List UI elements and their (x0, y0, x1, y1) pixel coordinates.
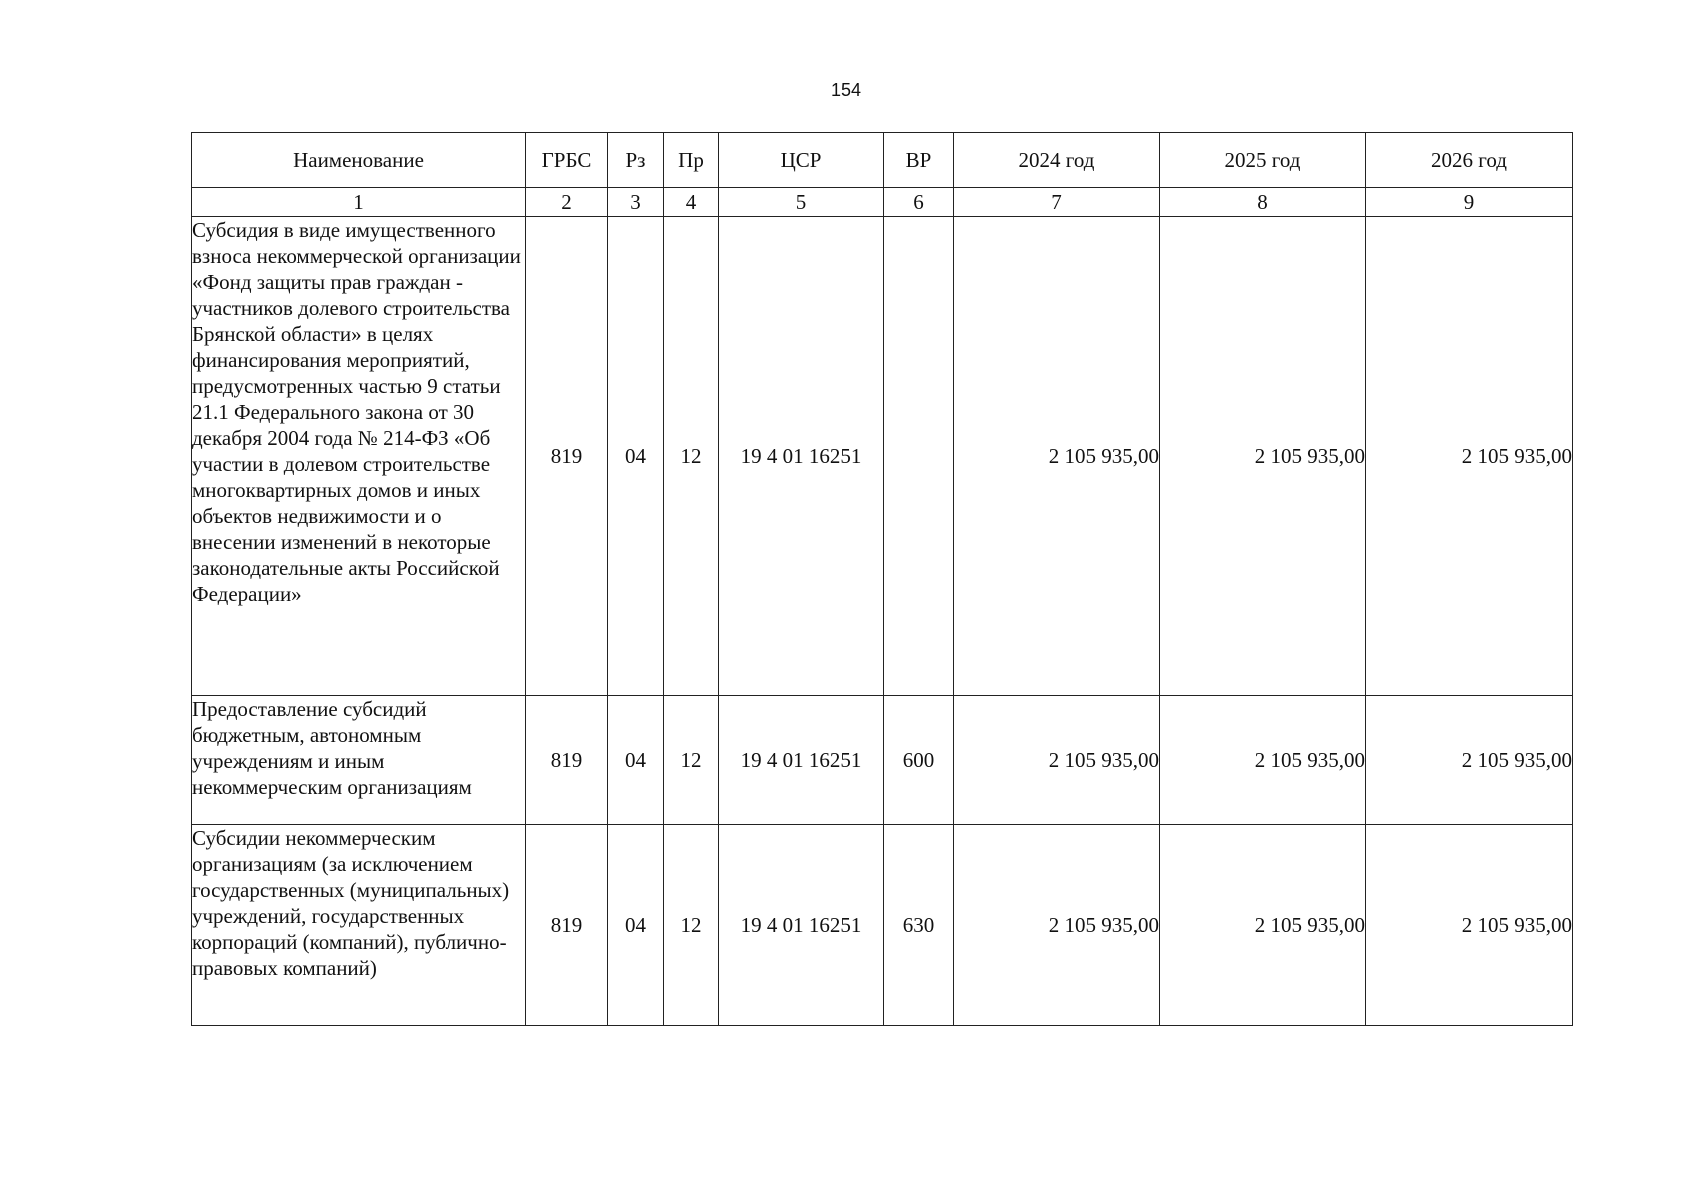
row-grbs: 819 (526, 825, 608, 1026)
row-vr: 600 (884, 696, 954, 825)
row-amount-2025: 2 105 935,00 (1160, 825, 1366, 1026)
row-amount-2024: 2 105 935,00 (954, 825, 1160, 1026)
row-rz: 04 (608, 825, 664, 1026)
row-amount-2026: 2 105 935,00 (1366, 217, 1573, 696)
table-row (192, 825, 1573, 1026)
column-number: 5 (719, 188, 884, 217)
row-name: Субсидии некоммерческим организациям (за исключением государственных (муниципальных) учреждений, государственных корпораций (компаний), публично-правовых компаний) (192, 825, 526, 1026)
row-amount-2024: 2 105 935,00 (954, 696, 1160, 825)
row-rz: 04 (608, 217, 664, 696)
column-number-row (192, 188, 1573, 217)
header-2026: 2026 год (1366, 133, 1573, 188)
column-number: 4 (664, 188, 719, 217)
header-vr: ВР (884, 133, 954, 188)
table-row (192, 217, 1573, 696)
table-row (192, 696, 1573, 825)
row-name: Субсидия в виде имущественного взноса некоммерческой организации «Фонд защиты прав граждан - участников долевого строительства Брянской области» в целях финансирования мероприятий, предусмотренных частью 9 статьи 21.1 Федерального закона от 30 декабря 2004 года № 214-ФЗ «Об участии в долевом строительстве многоквартирных домов и иных объектов недвижимости и о внесении изменений в некоторые законодательные акты Российской Федерации» (192, 217, 526, 696)
row-vr (884, 217, 954, 696)
row-pr: 12 (664, 825, 719, 1026)
column-number: 1 (192, 188, 526, 217)
header-2025: 2025 год (1160, 133, 1366, 188)
column-number: 8 (1160, 188, 1366, 217)
row-amount-2026: 2 105 935,00 (1366, 825, 1573, 1026)
row-pr: 12 (664, 217, 719, 696)
row-csr: 19 4 01 16251 (719, 217, 884, 696)
row-amount-2025: 2 105 935,00 (1160, 696, 1366, 825)
row-csr: 19 4 01 16251 (719, 696, 884, 825)
column-number: 3 (608, 188, 664, 217)
row-amount-2024: 2 105 935,00 (954, 217, 1160, 696)
header-row (192, 133, 1573, 188)
header-csr: ЦСР (719, 133, 884, 188)
header-rz: Рз (608, 133, 664, 188)
column-number: 9 (1366, 188, 1573, 217)
budget-table (191, 132, 1573, 1026)
header-name: Наименование (192, 133, 526, 188)
row-grbs: 819 (526, 217, 608, 696)
row-name: Предоставление субсидий бюджетным, автономным учреждениям и иным некоммерческим организациям (192, 696, 526, 825)
page-number: 154 (830, 80, 862, 100)
column-number: 2 (526, 188, 608, 217)
row-grbs: 819 (526, 696, 608, 825)
row-amount-2025: 2 105 935,00 (1160, 217, 1366, 696)
row-pr: 12 (664, 696, 719, 825)
header-grbs: ГРБС (526, 133, 608, 188)
header-2024: 2024 год (954, 133, 1160, 188)
row-amount-2026: 2 105 935,00 (1366, 696, 1573, 825)
row-vr: 630 (884, 825, 954, 1026)
column-number: 7 (954, 188, 1160, 217)
row-rz: 04 (608, 696, 664, 825)
header-pr: Пр (664, 133, 719, 188)
column-number: 6 (884, 188, 954, 217)
row-csr: 19 4 01 16251 (719, 825, 884, 1026)
